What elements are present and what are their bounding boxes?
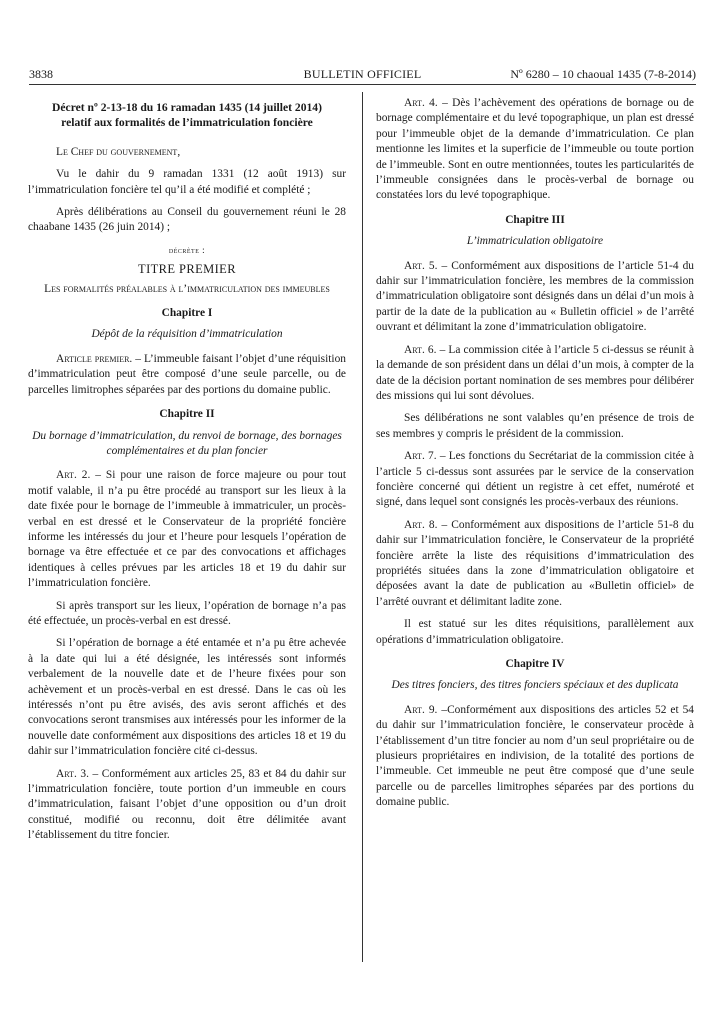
article-8 xyxy=(376,518,694,610)
article-6-paragraph-2: Ses délibérations ne sont valables qu’en présence de trois de ses membres y compris le président de la commission. xyxy=(376,412,694,440)
article-8-label: Art. 8. xyxy=(404,518,438,531)
publication-title: BULLETIN OFFICIEL xyxy=(303,67,422,81)
decrete-label: décrète : xyxy=(168,244,206,255)
article-9 xyxy=(376,703,694,811)
titre-subheading: Les formalités préalables à l’immatriculation des immeubles xyxy=(44,282,330,295)
article-6 xyxy=(376,343,694,405)
chapter-2-title: Du bornage d’immatriculation, du renvoi de bornage, des bornages complémentaires et du plan foncier xyxy=(32,429,342,457)
apres-paragraph: Après délibérations au Conseil du gouvernement réuni le 28 chaabane 1435 (26 juin 2014) ; xyxy=(28,206,346,234)
article-9-text: –Conformément aux dispositions des articles 52 et 54 du dahir sur l’immatriculation foncière, le conservateur procède à l’établissement d’un titre foncier au nom d’un seul propriétaire ou de plusieurs propriétaires en indivision, de la totalité des portions de l’immeuble. Cet immeuble ne peut être composé que d’une seule parcelle ou de parcelles limitrophes séparées par des portions du domaine public. xyxy=(376,703,695,809)
article-4 xyxy=(376,96,694,204)
article-2-paragraph-3: Si l’opération de bornage a été entamée et n’a pu être achevée à la date qui lui a été désignée, les intéressés sont informés verbalement de la nouvelle date et de l’heure fixées pour son achèvement et un procès-verbal en est dressé. Dans le cas où les intéressés n’ont pu être avisés, des avis seront affichés et des convocations seront transmises aux intéressés pour les informer de la nouvelle date conformément aux dispositions des articles 18 et 19 du dahir sur l’immatriculation foncière cité ci-dessus. xyxy=(28,637,346,758)
column-divider xyxy=(362,92,363,962)
article-2-text: – Si pour une raison de force majeure ou pour tout motif valable, il n’a pu être procédé au transport sur les lieux à la date fixée pour le bornage de l’immeuble à immatriculer, un procès-verbal en est dressé et le Conservateur de la propriété foncière informe les intéressés du jour et l’heure pour lesquels l’opération de bornage va être effectuée et ce par des convocations et affichages identiques à celles prévues par les articles 18 et 19 du dahir sur l’immatriculation foncière. xyxy=(28,469,346,590)
chapter-3-heading: Chapitre III xyxy=(505,213,565,226)
article-8-paragraph-2: Il est statué sur les dites réquisitions, parallèlement aux opérations d’immatriculation obligatoire. xyxy=(376,618,694,646)
article-1-label: Article premier. xyxy=(56,352,133,365)
article-7-text: – Les fonctions du Secrétariat de la commission citée à l’article 5 ci-dessus sont assurées par le service de la conservation foncière concerné qui détient un registre à cet effet, numéroté et signé, dans lequel sont consignés les procès-verbaux des réunions. xyxy=(376,450,694,509)
article-3-text: – Conformément aux articles 25, 83 et 84 du dahir sur l’immatriculation foncière, toute portion d’un immeuble en cours d’immatriculation, faisant l’objet d’une opposition ou d’un droit constitué, modifié ou reconnu, doit être délimitée avant l’établissement du titre foncier. xyxy=(28,767,346,842)
article-6-text: – La commission citée à l’article 5 ci-dessus se réunit à la demande de son président dans un délai d’un mois, à compter de la date de la décision portant nomination de ses membres pour délibérer des missions qui lui sont dévolues. xyxy=(376,343,694,402)
article-1-text: – L’immeuble faisant l’objet d’une réquisition d’immatriculation peut être composé d’une seule parcelle, ou de parcelles limitrophes séparées par des portions du domaine public. xyxy=(28,352,346,396)
article-4-label: Art. 4. xyxy=(404,97,438,109)
article-2-paragraph-2: Si après transport sur les lieux, l’opération de bornage n’a pas été effectuée, un procès-verbal en est dressé. xyxy=(28,599,346,627)
article-7 xyxy=(376,449,694,511)
decree-title: Décret nº 2-13-18 du 16 ramadan 1435 (14 juillet 2014) relatif aux formalités de l’immatriculation foncière xyxy=(52,101,322,130)
article-5-label: Art. 5. xyxy=(404,259,438,272)
article-3 xyxy=(28,767,346,844)
article-4-text: – Dès l’achèvement des opérations de bornage ou de bornage complémentaire et du levé topographique, un plan est dressé pour l’immeuble objet de la demande d’immatriculation. Ce plan mentionne les limites et la superficie de l’immeuble ou toute portion de l’immeuble. Sont en outre mentionnées, toutes les particularités de l’immeuble consignées dans le procès-verbal de bornage ou constatées lors du levé topographique. xyxy=(376,97,694,202)
article-5 xyxy=(376,259,694,336)
chapter-4-heading: Chapitre IV xyxy=(505,658,565,670)
article-6-label: Art. 6. xyxy=(404,343,437,356)
chapter-2-heading: Chapitre II xyxy=(159,408,215,421)
article-2-label: Art. 2. xyxy=(56,469,91,482)
article-9-label: Art. 9. xyxy=(404,703,438,716)
article-1 xyxy=(28,352,346,398)
chapter-3-title: L’immatriculation obligatoire xyxy=(466,235,604,248)
chapter-1-heading: Chapitre I xyxy=(161,307,213,320)
chef-line: Le Chef du gouvernement, xyxy=(56,145,181,158)
page-number: 3838 xyxy=(29,67,53,81)
right-column xyxy=(376,96,694,818)
chapter-1-title: Dépôt de la réquisition d’immatriculation xyxy=(91,328,283,341)
issue-info: Nº 6280 – 10 chaoual 1435 (7-8-2014) xyxy=(510,67,696,81)
titre-heading: TITRE PREMIER xyxy=(138,262,236,277)
article-5-text: – Conformément aux dispositions de l’article 51-4 du dahir sur l’immatriculation foncière, les membres de la commission d’immatriculation obligatoire sont désignés dans un délai d’un mois à partir de la date de la publication au « Bulletin officiel » de l’arrêté ouvrant et délimitant la zone d’immatriculation obligatoire. xyxy=(376,259,694,334)
chapter-4-title: Des titres fonciers, des titres fonciers spéciaux et des duplicata xyxy=(391,679,679,692)
header-rule xyxy=(29,84,696,85)
article-3-label: Art. 3. xyxy=(56,767,89,780)
article-2 xyxy=(28,468,346,591)
vu-paragraph: Vu le dahir du 9 ramadan 1331 (12 août 1913) sur l’immatriculation foncière tel qu’il a été modifié et complété ; xyxy=(28,168,346,196)
left-column xyxy=(28,96,346,851)
page-header xyxy=(29,66,696,82)
article-7-label: Art. 7. xyxy=(404,450,437,463)
article-8-text: – Conformément aux dispositions de l’article 51-8 du dahir sur l’immatriculation foncière, le Conservateur de la propriété foncière arrête la liste des réquisitions d’immatriculation des propriétés situées dans la zone d’immatriculation obligatoire et déposées avant la date de publication au «Bulletin officiel» de l’arrêté ouvrant et délimitant ladite zone. xyxy=(376,518,694,608)
